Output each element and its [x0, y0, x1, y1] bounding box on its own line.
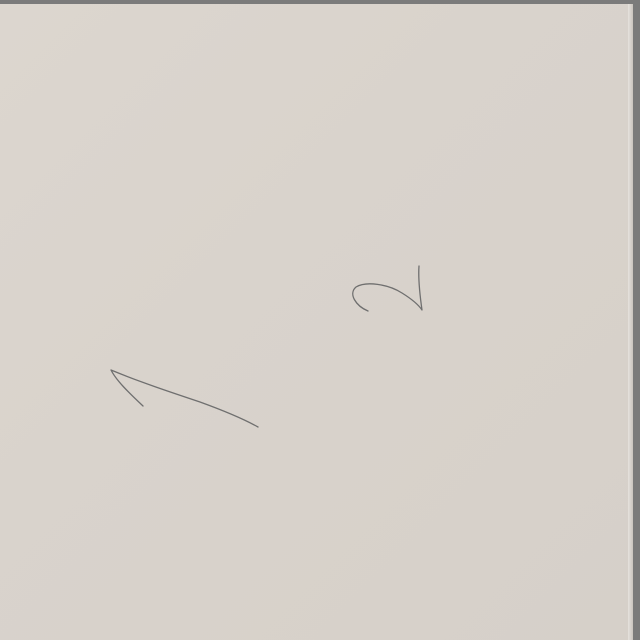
handwritten-stroke-two: [353, 266, 422, 311]
handwritten-stroke-one: [111, 370, 258, 427]
